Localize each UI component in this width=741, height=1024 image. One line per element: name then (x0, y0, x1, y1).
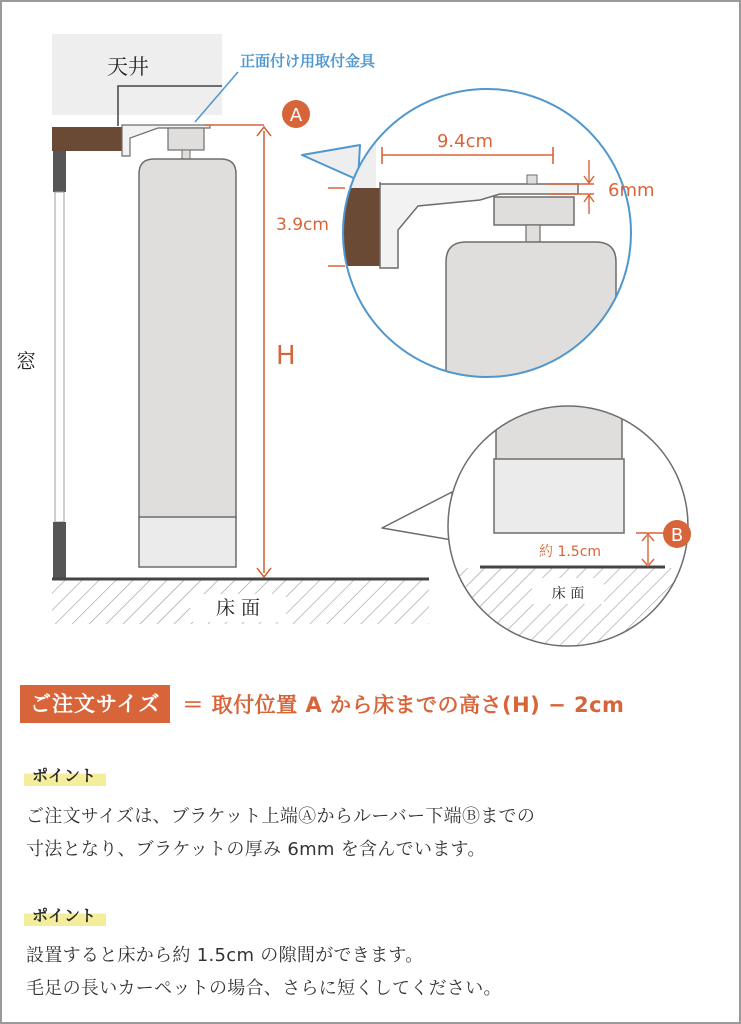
point-a-letter: A (289, 105, 303, 126)
window-label: 窓 (16, 349, 36, 373)
box-dimension-label: 3.9cm (276, 215, 329, 235)
point-text-line: 毛足の長いカーペットの場合、さらに短くしてください。 (26, 978, 502, 999)
detail-louver-stem (526, 225, 540, 243)
bracket-name-label: 正面付け用取付金具 (240, 52, 376, 70)
height-h-label: H (276, 341, 296, 371)
thickness-dimension-label: 6mm (608, 180, 655, 201)
detail-louver-bottom-piece (494, 459, 624, 533)
point-heading: ポイント (24, 763, 106, 786)
top-callout-pointer (302, 145, 360, 180)
louver-head-block (168, 128, 204, 150)
width-dimension-label: 9.4cm (436, 131, 494, 152)
ceiling-label: 天井 (107, 55, 149, 79)
detail-screw (527, 175, 537, 184)
window-frame-bottom (53, 522, 66, 579)
window-glass (55, 192, 64, 522)
order-size-badge: ご注文サイズ (20, 685, 170, 723)
point-text-line: 設置すると床から約 1.5cm の隙間ができます。 (26, 945, 424, 966)
point-text-line: ご注文サイズは、ブラケット上端Ⓐからルーバー下端Ⓑまでの (26, 806, 536, 827)
order-size-formula (20, 684, 624, 724)
gap-dimension-label: 約 1.5cm (539, 544, 602, 560)
floor-label: 床 面 (215, 597, 261, 619)
point-text-line: 寸法となり、ブラケットの厚み 6mm を含んでいます。 (26, 839, 486, 860)
louver-bottom-piece (139, 517, 236, 567)
point-heading: ポイント (24, 903, 106, 926)
bottom-callout-pointer (382, 492, 452, 540)
order-size-formula-text: ＝ 取付位置 A から床までの高さ(H) − 2cm (182, 693, 625, 717)
detail-louver-head (494, 197, 574, 225)
window-frame-top (53, 151, 66, 192)
detail-floor-label: 床 面 (551, 586, 585, 602)
louver-body (139, 159, 236, 518)
detail-louver-body (446, 242, 616, 390)
point-b-letter: B (670, 525, 684, 546)
wood-fascia (52, 127, 122, 151)
detail-louver-lower (496, 395, 622, 461)
